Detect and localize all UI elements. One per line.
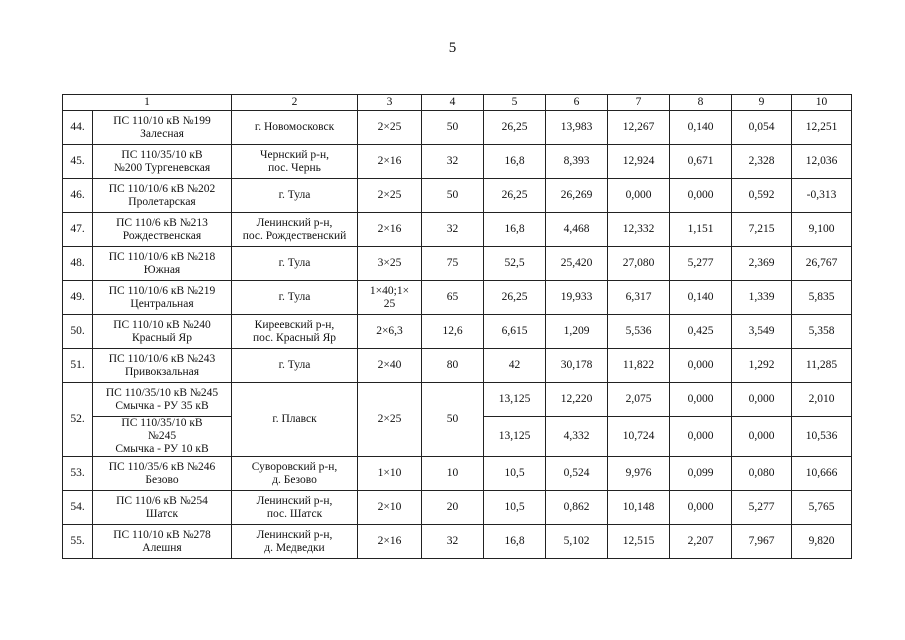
transformers-cell: 2×25 <box>358 179 422 213</box>
table-body <box>63 95 852 559</box>
substation-name-cell: ПС 110/10/6 кВ №219 Центральная <box>93 281 232 315</box>
value-cell-7: 12,515 <box>608 525 670 559</box>
substation-name-cell: ПС 110/35/10 кВ №200 Тургеневская <box>93 145 232 179</box>
table-row <box>63 179 852 213</box>
value-cell-9: 0,054 <box>732 111 792 145</box>
row-number-cell: 53. <box>63 457 93 491</box>
value-cell-10: 5,765 <box>792 491 852 525</box>
transformers-cell: 2×25 <box>358 111 422 145</box>
value-cell-8: 0,140 <box>670 111 732 145</box>
value-cell-6: 26,269 <box>546 179 608 213</box>
table-row <box>63 247 852 281</box>
value-cell-7: 5,536 <box>608 315 670 349</box>
value-cell-5: 13,125 <box>484 383 546 417</box>
capacity-cell: 32 <box>422 213 484 247</box>
value-cell-7: 11,822 <box>608 349 670 383</box>
value-cell-9: 0,592 <box>732 179 792 213</box>
transformers-cell: 3×25 <box>358 247 422 281</box>
location-cell: Ленинский р-н, пос. Шатск <box>232 491 358 525</box>
value-cell-8: 0,671 <box>670 145 732 179</box>
value-cell-6: 4,332 <box>546 417 608 457</box>
value-cell-7: 2,075 <box>608 383 670 417</box>
transformers-cell: 2×16 <box>358 145 422 179</box>
header-cell-5: 5 <box>484 95 546 111</box>
value-cell-5: 16,8 <box>484 525 546 559</box>
header-cell-7: 7 <box>608 95 670 111</box>
value-cell-10: 9,100 <box>792 213 852 247</box>
table-row <box>63 525 852 559</box>
table-row <box>63 281 852 315</box>
row-number-cell: 46. <box>63 179 93 213</box>
value-cell-7: 10,148 <box>608 491 670 525</box>
row-number-cell: 45. <box>63 145 93 179</box>
value-cell-6: 13,983 <box>546 111 608 145</box>
transformers-cell: 1×10 <box>358 457 422 491</box>
transformers-cell: 2×40 <box>358 349 422 383</box>
row-number-cell: 51. <box>63 349 93 383</box>
value-cell-10: 12,036 <box>792 145 852 179</box>
capacity-cell: 12,6 <box>422 315 484 349</box>
location-cell: Чернский р-н, пос. Чернь <box>232 145 358 179</box>
value-cell-9: 0,080 <box>732 457 792 491</box>
row-number-cell: 48. <box>63 247 93 281</box>
header-cell-3: 3 <box>358 95 422 111</box>
row-number-cell: 47. <box>63 213 93 247</box>
capacity-cell: 65 <box>422 281 484 315</box>
substation-name-cell: ПС 110/10 кВ №278 Алешня <box>93 525 232 559</box>
value-cell-6: 5,102 <box>546 525 608 559</box>
substation-name-cell: ПС 110/10 кВ №199 Залесная <box>93 111 232 145</box>
value-cell-5: 52,5 <box>484 247 546 281</box>
header-cell-6: 6 <box>546 95 608 111</box>
value-cell-9: 5,277 <box>732 491 792 525</box>
value-cell-7: 27,080 <box>608 247 670 281</box>
transformers-cell: 2×6,3 <box>358 315 422 349</box>
capacity-cell: 32 <box>422 525 484 559</box>
value-cell-9: 2,369 <box>732 247 792 281</box>
table-row <box>63 315 852 349</box>
value-cell-10: 10,666 <box>792 457 852 491</box>
table-row <box>63 383 852 417</box>
value-cell-9: 0,000 <box>732 383 792 417</box>
value-cell-8: 0,000 <box>670 349 732 383</box>
value-cell-10: 12,251 <box>792 111 852 145</box>
value-cell-8: 0,425 <box>670 315 732 349</box>
header-cell-4: 4 <box>422 95 484 111</box>
value-cell-5: 26,25 <box>484 179 546 213</box>
table-row <box>63 457 852 491</box>
value-cell-6: 30,178 <box>546 349 608 383</box>
substation-table <box>62 94 852 559</box>
substation-name-cell: ПС 110/35/6 кВ №246 Безово <box>93 457 232 491</box>
value-cell-8: 0,000 <box>670 417 732 457</box>
capacity-cell: 32 <box>422 145 484 179</box>
table-row <box>63 145 852 179</box>
value-cell-5: 16,8 <box>484 145 546 179</box>
value-cell-5: 16,8 <box>484 213 546 247</box>
value-cell-9: 7,967 <box>732 525 792 559</box>
value-cell-9: 1,339 <box>732 281 792 315</box>
value-cell-8: 1,151 <box>670 213 732 247</box>
value-cell-9: 1,292 <box>732 349 792 383</box>
value-cell-6: 19,933 <box>546 281 608 315</box>
row-number-cell: 52. <box>63 383 93 457</box>
value-cell-5: 13,125 <box>484 417 546 457</box>
value-cell-5: 6,615 <box>484 315 546 349</box>
value-cell-6: 0,524 <box>546 457 608 491</box>
transformers-cell: 2×25 <box>358 383 422 457</box>
substation-name-cell: ПС 110/6 кВ №254 Шатск <box>93 491 232 525</box>
value-cell-6: 8,393 <box>546 145 608 179</box>
transformers-cell: 2×10 <box>358 491 422 525</box>
capacity-cell: 50 <box>422 111 484 145</box>
header-cell-2: 2 <box>232 95 358 111</box>
substation-name-cell: ПС 110/10/6 кВ №218 Южная <box>93 247 232 281</box>
value-cell-8: 0,099 <box>670 457 732 491</box>
value-cell-10: 9,820 <box>792 525 852 559</box>
substation-name-cell: ПС 110/10 кВ №240 Красный Яр <box>93 315 232 349</box>
page-number: 5 <box>448 40 457 56</box>
value-cell-5: 10,5 <box>484 491 546 525</box>
value-cell-8: 0,000 <box>670 383 732 417</box>
table-row <box>63 213 852 247</box>
value-cell-8: 5,277 <box>670 247 732 281</box>
value-cell-7: 9,976 <box>608 457 670 491</box>
value-cell-9: 7,215 <box>732 213 792 247</box>
substation-name-cell: ПС 110/6 кВ №213 Рождественская <box>93 213 232 247</box>
location-cell: Ленинский р-н, д. Медведки <box>232 525 358 559</box>
table-row <box>63 111 852 145</box>
header-cell-8: 8 <box>670 95 732 111</box>
location-cell: г. Плавск <box>232 383 358 457</box>
value-cell-8: 0,000 <box>670 179 732 213</box>
table-row <box>63 349 852 383</box>
value-cell-7: 12,267 <box>608 111 670 145</box>
value-cell-10: 5,358 <box>792 315 852 349</box>
substation-name-cell: ПС 110/10/6 кВ №202 Пролетарская <box>93 179 232 213</box>
value-cell-5: 26,25 <box>484 281 546 315</box>
transformers-cell: 2×16 <box>358 525 422 559</box>
value-cell-7: 0,000 <box>608 179 670 213</box>
value-cell-6: 4,468 <box>546 213 608 247</box>
value-cell-10: 2,010 <box>792 383 852 417</box>
value-cell-6: 12,220 <box>546 383 608 417</box>
value-cell-6: 1,209 <box>546 315 608 349</box>
transformers-cell: 2×16 <box>358 213 422 247</box>
row-number-cell: 44. <box>63 111 93 145</box>
row-number-cell: 49. <box>63 281 93 315</box>
value-cell-9: 3,549 <box>732 315 792 349</box>
substation-name-cell: ПС 110/10/6 кВ №243 Привокзальная <box>93 349 232 383</box>
value-cell-8: 0,140 <box>670 281 732 315</box>
header-cell-9: 9 <box>732 95 792 111</box>
value-cell-10: 11,285 <box>792 349 852 383</box>
value-cell-5: 26,25 <box>484 111 546 145</box>
row-number-cell: 55. <box>63 525 93 559</box>
table-row <box>63 491 852 525</box>
capacity-cell: 75 <box>422 247 484 281</box>
substation-name-cell: ПС 110/35/10 кВ №245 Смычка - РУ 35 кВ <box>93 383 232 417</box>
capacity-cell: 50 <box>422 383 484 457</box>
transformers-cell: 1×40;1× 25 <box>358 281 422 315</box>
row-number-cell: 54. <box>63 491 93 525</box>
capacity-cell: 80 <box>422 349 484 383</box>
row-number-cell: 50. <box>63 315 93 349</box>
location-cell: Суворовский р-н, д. Безово <box>232 457 358 491</box>
substation-name-cell: ПС 110/35/10 кВ №245 Смычка - РУ 10 кВ <box>93 417 232 457</box>
value-cell-10: -0,313 <box>792 179 852 213</box>
capacity-cell: 10 <box>422 457 484 491</box>
header-cell-1: 1 <box>63 95 232 111</box>
header-cell-10: 10 <box>792 95 852 111</box>
location-cell: г. Тула <box>232 349 358 383</box>
capacity-cell: 50 <box>422 179 484 213</box>
value-cell-8: 0,000 <box>670 491 732 525</box>
value-cell-6: 0,862 <box>546 491 608 525</box>
value-cell-8: 2,207 <box>670 525 732 559</box>
value-cell-5: 42 <box>484 349 546 383</box>
location-cell: Киреевский р-н, пос. Красный Яр <box>232 315 358 349</box>
value-cell-7: 12,924 <box>608 145 670 179</box>
value-cell-5: 10,5 <box>484 457 546 491</box>
value-cell-6: 25,420 <box>546 247 608 281</box>
location-cell: г. Тула <box>232 281 358 315</box>
value-cell-7: 6,317 <box>608 281 670 315</box>
capacity-cell: 20 <box>422 491 484 525</box>
location-cell: г. Новомосковск <box>232 111 358 145</box>
location-cell: г. Тула <box>232 179 358 213</box>
value-cell-7: 12,332 <box>608 213 670 247</box>
value-cell-10: 26,767 <box>792 247 852 281</box>
location-cell: Ленинский р-н, пос. Рождественский <box>232 213 358 247</box>
value-cell-10: 10,536 <box>792 417 852 457</box>
location-cell: г. Тула <box>232 247 358 281</box>
value-cell-9: 2,328 <box>732 145 792 179</box>
value-cell-10: 5,835 <box>792 281 852 315</box>
value-cell-9: 0,000 <box>732 417 792 457</box>
header-row <box>63 95 852 111</box>
value-cell-7: 10,724 <box>608 417 670 457</box>
